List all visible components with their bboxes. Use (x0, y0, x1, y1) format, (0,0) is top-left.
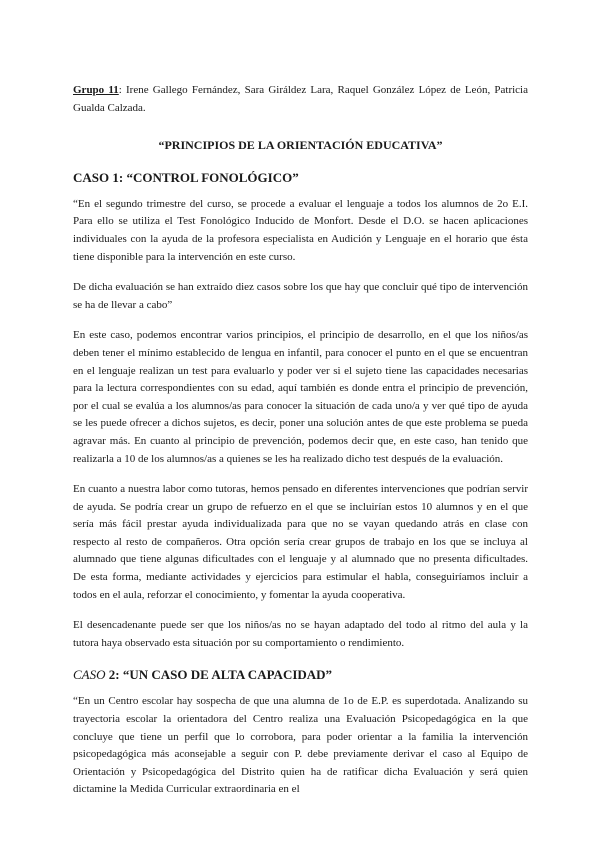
case1-heading: CASO 1: “CONTROL FONOLÓGICO” (73, 169, 299, 185)
document-title: “PRINCIPIOS DE LA ORIENTACIÓN EDUCATIVA” (158, 138, 443, 153)
case1-paragraph: “En el segundo trimestre del curso, se procede a evaluar el lenguaje a todos los alumnos de 2o E.I. Para ello se utiliza el Test Fonológico Inducido de Monfort. Desde el D.O. se hacen aplicaciones individuales con la ayuda de la profesora especialista en Audición y Lenguaje en el horario que ésta tiene disponible para la intervención en este curso. (73, 197, 528, 263)
authors-names: : Irene Gallego Fernández, Sara Giráldez Lara, Raquel González López de León, Patricia Gualda Calzada. (73, 84, 528, 114)
case1-paragraph: El desencadenante puede ser que los niños/as no se hayan adaptado del todo al ritmo del aula y la tutora haya observado esta situación por su comportamiento o rendimiento. (73, 619, 528, 649)
case1-paragraph: De dicha evaluación se han extraído diez casos sobre los que hay que concluir qué tipo de intervención se ha de llevar a cabo” (73, 281, 528, 311)
authors-line (73, 82, 528, 117)
group-label: Grupo 11 (73, 84, 119, 96)
case1-paragraph: En cuanto a nuestra labor como tutoras, hemos pensado en diferentes intervenciones que podrían servir de ayuda. Se podría crear un grupo de refuerzo en el que se incluirían estos 10 alumnos y en el que sería más fácil prestar ayuda individualizada para que no se vayan quedando atrás en clase con respecto al resto de compañeros. Otra opción sería crear grupos de trabajo en los que se incluya al alumnado que tiene algunas dificultades con el lenguaje y al alumnado que no presenta dificultades. De esta forma, mediante actividades y ejercicios para estimular el habla, conseguiríamos incluir a todos en el aula, reforzar el conocimiento, y fomentar la ayuda cooperativa. (73, 483, 528, 601)
case1-paragraph: En este caso, podemos encontrar varios principios, el principio de desarrollo, en el que los niños/as deben tener el mínimo establecido de lengua en infantil, para conocer el punto en el que se encuentran en el lenguaje realizan un test para evaluarlo y poder ver si el sujeto tiene las capacidades necesarias para la lectura correspondientes con su edad, aquí también es donde entra el principio de prevención, por el cual se evalúa a los alumnos/as para conocer la situación de cada uno/a y ver qué tipo de ayuda se les puede ofrecer a dichos sujetos, es decir, poner una solución antes de que este problema se pueda agravar más. En cuanto al principio de prevención, podemos decir que, en este caso, han tenido que realizarla a 10 de los alumnos/as a quienes se les ha realizado dicho test después de la evaluación. (73, 329, 528, 465)
case2-heading-title: 2: “UN CASO DE ALTA CAPACIDAD” (105, 667, 333, 683)
case2-heading (73, 666, 528, 684)
case2-paragraph: “En un Centro escolar hay sospecha de que una alumna de 1o de E.P. es superdotada. Analizando su trayectoria escolar la orientadora del Centro realiza una Evaluación Psicopedagógica en la que concluye que tiene un perfil que lo corrobora, para poder orientar a la familia la intervención psicopedagógica más aconsejable a seguir con P. debe previamente derivar el caso al Equipo de Orientación y Psicopedagógica del Distrito quien ha de ratificar dicha Evaluación y será quien dictamine la Medida Curricular extraordinaria en el (73, 695, 528, 796)
case2-heading-label: CASO (73, 667, 106, 683)
